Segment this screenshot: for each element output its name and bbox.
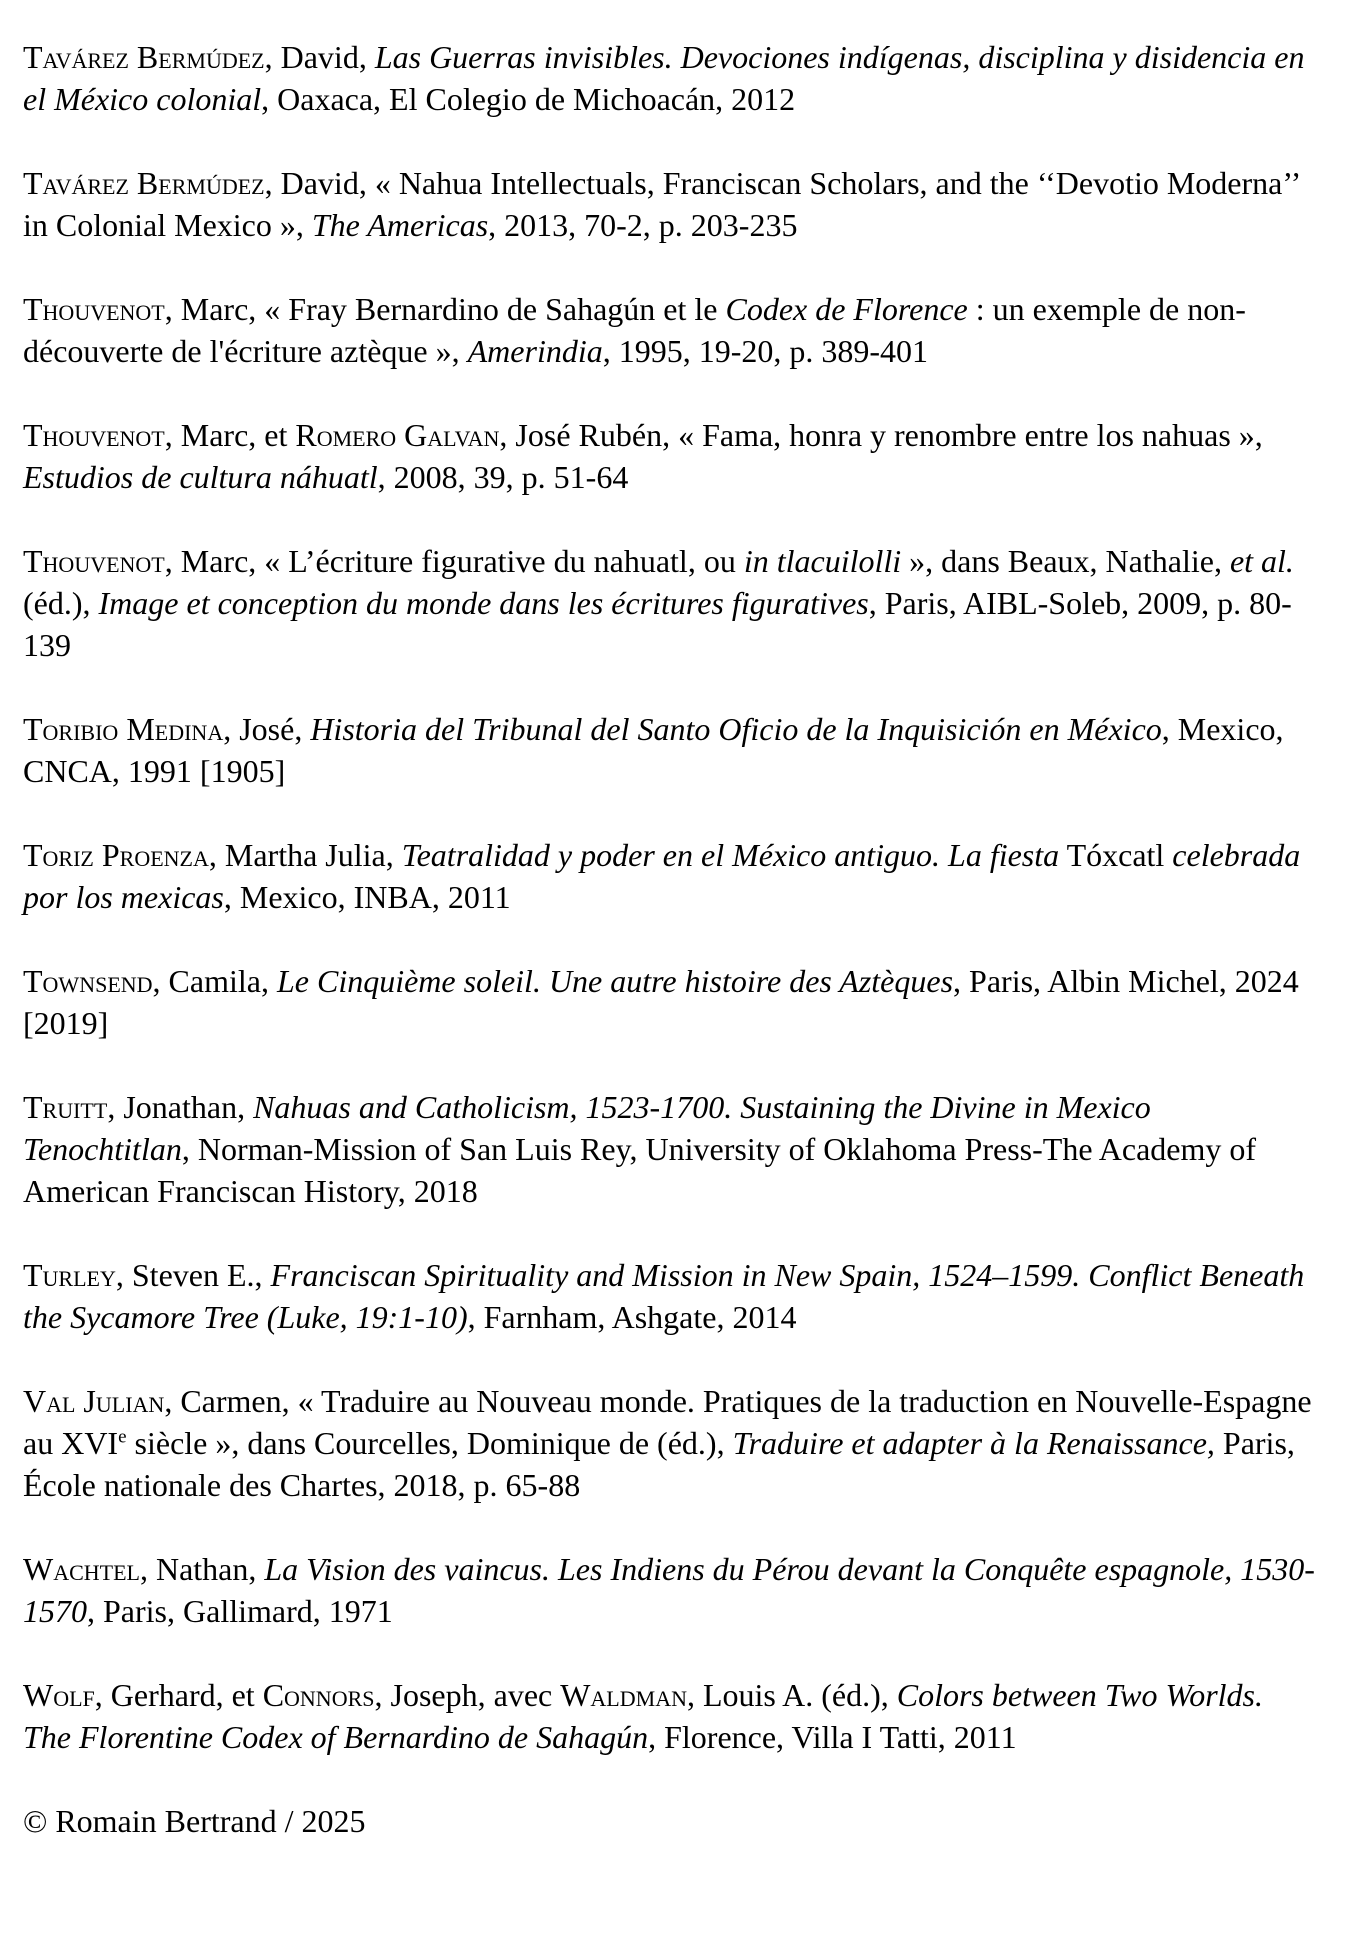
book-title: Franciscan Spirituality and Mission in New Spain, 1524–1599. Conflict Beneath the Sycamore Tree (Luke, 19:1-10) [23,1257,1305,1335]
book-title: Colors between Two Worlds. The Florentine Codex of Bernardino de Sahagún [23,1677,1263,1755]
author-name: Turley [23,1257,116,1293]
book-title: celebrada por los mexicas [23,837,1301,915]
entry-text: , Nathan, [139,1551,265,1587]
italic-text: Codex de Florence [725,291,968,327]
bibliography-entry [23,834,1318,918]
bibliography-entry [23,960,1318,1044]
book-title: Las Guerras invisibles. Devociones indígenas, disciplina y disidencia en el México colonial [23,39,1305,117]
book-title: Image et conception du monde dans les écritures figuratives [98,585,869,621]
book-title: Traduire et adapter à la Renaissance, [732,1425,1215,1461]
bibliography-entry [23,708,1318,792]
entry-text: , 2013, 70-2, p. 203-235 [488,207,798,243]
book-title: Historia del Tribunal del Santo Oficio de la Inquisición en México [310,711,1162,747]
entry-text: , Jonathan, [107,1089,254,1125]
entry-text: , Louis A. (éd.), [686,1677,897,1713]
author-name: Connors [262,1677,375,1713]
entry-text: , Paris, Gallimard, 1971 [87,1593,393,1629]
bibliography-entry [23,288,1318,372]
entry-text: Tóxcatl [1059,837,1173,873]
bibliography-entry [23,414,1318,498]
entry-text: , Martha Julia, [208,837,402,873]
entry-text: , Mexico, INBA, 2011 [223,879,511,915]
journal-title: The Americas [311,207,489,243]
book-title: La Vision des vaincus. Les Indiens du Pérou devant la Conquête espagnole, 1530-1570 [23,1551,1315,1629]
superscript: e [118,1426,127,1448]
bibliography-entry [23,1380,1318,1506]
author-name: Thouvenot [23,417,165,453]
entry-text: , Marc, « Fray Bernardino de Sahagún et le [164,291,726,327]
author-name: Toribio Medina [23,711,224,747]
journal-title: Amerindia [467,333,603,369]
entry-text: , Farnham, Ashgate, 2014 [467,1299,797,1335]
author-name: Thouvenot [23,291,165,327]
entry-text: , David, « Nahua Intellectuals, Franciscan Scholars, and the ‘‘Devotio Moderna’’ in Colonial Mexico », [23,165,1299,243]
bibliography-entry [23,1254,1318,1338]
author-name: Waldman [560,1677,687,1713]
italic-text: et al. [1229,543,1294,579]
book-title: Teatralidad y poder en el México antiguo. La fiesta [401,837,1060,873]
entry-text: , Mexico, CNCA, 1991 [1905] [23,711,1284,789]
author-name: Tavárez Bermúdez [23,39,265,75]
entry-text: , Gerhard, et [94,1677,263,1713]
author-name: Thouvenot [23,543,165,579]
entry-text: », dans Beaux, Nathalie, [901,543,1230,579]
entry-text: siècle », dans Courcelles, Dominique de (éd.), [126,1425,733,1461]
entry-text: , Carmen, « Traduire au Nouveau monde. Pratiques de la traduction en Nouvelle-Espagne au XVI [23,1383,1312,1461]
bibliography-entry [23,162,1318,246]
author-name: Truitt [23,1089,108,1125]
entry-text: , Camila, [152,963,277,999]
bibliography-entry [23,36,1318,120]
entry-text: , José, [223,711,311,747]
entry-text: , Florence, Villa I Tatti, 2011 [648,1719,1017,1755]
bibliography-entry [23,1548,1318,1632]
entry-text: , Norman-Mission of San Luis Rey, University of Oklahoma Press-The Academy of American Franciscan History, 2018 [23,1131,1257,1209]
bibliography-entry [23,1086,1318,1212]
author-name: Wachtel [23,1551,140,1587]
author-name: Val Julian [23,1383,165,1419]
entry-text: , Marc, « L’écriture figurative du nahuatl, ou [164,543,744,579]
bibliography-entry [23,1674,1318,1758]
entry-text: , 1995, 19-20, p. 389-401 [602,333,929,369]
entry-text: , David, [264,39,375,75]
entry-text: , José Rubén, « Fama, honra y renombre entre los nahuas », [499,417,1263,453]
book-title: Le Cinquième soleil. Une autre histoire des Aztèques [276,963,954,999]
entry-text: , Joseph, avec [374,1677,561,1713]
entry-text: , 2008, 39, p. 51-64 [377,459,629,495]
author-name: Romero Galvan [295,417,500,453]
entry-text: Paris, École nationale des Chartes, 2018, p. 65-88 [23,1425,1295,1503]
book-title: Nahuas and Catholicism, 1523-1700. Sustaining the Divine in Mexico Tenochtitlan [23,1089,1151,1167]
bibliography-entry [23,540,1318,666]
author-name: Townsend [23,963,153,999]
entry-text: (éd.), [23,585,99,621]
entry-text: , Paris, Albin Michel, 2024 [2019] [23,963,1299,1041]
entry-text: , Marc, et [164,417,296,453]
author-name: Tavárez Bermúdez [23,165,265,201]
entry-text: : un exemple de non-découverte de l'écriture aztèque », [23,291,1246,369]
entry-text: , Oaxaca, El Colegio de Michoacán, 2012 [261,81,796,117]
copyright-notice: © Romain Bertrand / 2025 [23,1803,366,1839]
italic-text: in tlacuilolli [743,543,902,579]
author-name: Wolf [23,1677,95,1713]
entry-text: , Steven E., [115,1257,271,1293]
entry-text: , Paris, AIBL-Soleb, 2009, p. 80-139 [23,585,1292,663]
journal-title: Estudios de cultura náhuatl [23,459,378,495]
author-name: Toriz Proenza [23,837,209,873]
